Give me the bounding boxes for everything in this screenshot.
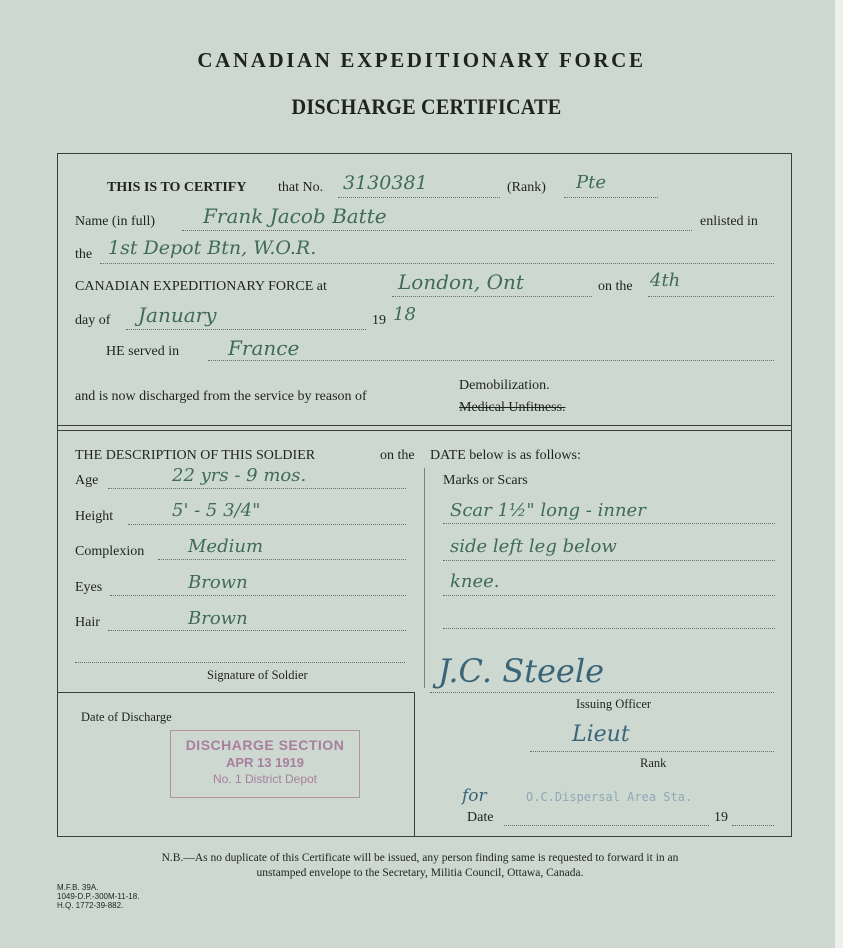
date-year-prefix: 19 [714,810,728,825]
marks-label: Marks or Scars [443,473,528,488]
enlistment-place: London, Ont [398,270,524,294]
footer-note [40,851,800,881]
eyes-value: Brown [188,572,248,593]
force-heading: CANADIAN EXPEDITIONARY FORCE [197,48,646,72]
discharge-box-top [58,692,414,693]
description-heading-1: THE DESCRIPTION OF THIS SOLDIER [75,448,316,463]
number-line [338,197,500,198]
cef-at-label: CANADIAN EXPEDITIONARY FORCE at [75,279,327,294]
discharge-section-stamp [170,730,360,798]
marks-value-3: knee. [450,571,500,592]
reason-medical-unfitness: Medical Unfitness. [459,400,566,415]
complexion-line [158,559,406,560]
certify-intro: THIS IS TO CERTIFY [107,180,247,195]
hair-value: Brown [188,608,248,629]
complexion-label: Complexion [75,544,145,559]
officer-signature-line [430,692,774,693]
footer-note-line-1: N.B.—As no duplicate of this Certificate will be issued, any person finding same is requested to forward it in an [161,852,679,864]
marks-value-1: Scar 1½" long - inner [450,500,646,521]
served-in-label: HE served in [106,344,180,359]
dispersal-area-stamp: O.C.Dispersal Area Sta. [526,790,693,804]
eyes-label: Eyes [75,580,103,595]
description-heading-3: DATE below is as follows: [430,448,581,463]
description-heading-2: on the [380,448,415,463]
unit-value: 1st Depot Btn, W.O.R. [108,237,317,259]
hair-label: Hair [75,615,100,630]
on-the-label: on the [598,279,633,294]
rank-line [564,197,658,198]
unit-line [100,263,774,264]
month-line [126,329,366,330]
height-line [128,524,406,525]
description-column-divider [424,468,425,688]
scan-edge [835,0,843,948]
age-value: 22 yrs - 9 mos. [172,465,307,486]
discharge-box-right [414,692,415,837]
marks-line-1 [443,523,775,524]
height-value: 5' - 5 3/4" [172,500,261,521]
age-label: Age [75,473,99,488]
complexion-value: Medium [188,536,264,557]
marks-line-4 [443,628,775,629]
soldier-signature-line [75,662,405,663]
name-line [182,230,692,231]
section-divider-1 [58,425,791,426]
officer-signature: J.C. Steele [438,652,605,690]
date-of-discharge-label: Date of Discharge [81,710,172,724]
year-prefix: 19 [372,313,386,328]
form-code-1: M.F.B. 39A. [57,883,99,892]
served-in-value: France [228,336,300,360]
age-line [108,488,406,489]
date-label: Date [467,810,494,825]
discharge-reason-label: and is now discharged from the service by reason of [75,389,367,404]
day-of-label: day of [75,313,111,328]
served-in-line [208,360,774,361]
that-no-label: that No. [278,180,324,195]
section-divider-2 [58,430,791,431]
enlisted-in-label: enlisted in [700,214,758,229]
place-line [392,296,592,297]
stamp-line-1: DISCHARGE SECTION [185,737,345,753]
officer-rank-line [530,751,774,752]
regimental-number: 3130381 [343,172,428,194]
hair-line [108,630,406,631]
for-mark: for [462,786,487,806]
form-codes [57,883,139,910]
eyes-line [110,595,406,596]
marks-value-2: side left leg below [450,536,617,557]
reason-demobilization: Demobilization. [459,378,550,393]
day-line [648,296,774,297]
form-code-3: H.Q. 1772-39-882. [57,901,124,910]
officer-rank-value: Lieut [572,722,630,747]
marks-line-3 [443,595,775,596]
enlistment-year: 18 [393,304,416,325]
the-label: the [75,247,93,262]
soldier-name: Frank Jacob Batte [203,204,387,228]
issuing-officer-label: Issuing Officer [576,697,652,711]
officer-rank-label: Rank [640,756,667,770]
name-label: Name (in full) [75,214,156,229]
stamp-date: APR 13 1919 [225,755,305,770]
rank-label: (Rank) [507,180,546,195]
date-year-line [732,825,774,826]
date-line [504,825,709,826]
soldier-signature-label: Signature of Soldier [207,668,308,682]
stamp-depot: No. 1 District Depot [212,772,318,786]
form-code-2: 1049-D.P.-300M-11-18. [57,892,140,901]
height-label: Height [75,509,114,524]
enlistment-day: 4th [650,270,681,291]
certificate-title: DISCHARGE CERTIFICATE [291,94,562,119]
rank-value: Pte [576,172,606,193]
enlistment-month: January [138,303,217,327]
footer-note-line-2: unstamped envelope to the Secretary, Militia Council, Ottawa, Canada. [256,867,584,879]
marks-line-2 [443,560,775,561]
